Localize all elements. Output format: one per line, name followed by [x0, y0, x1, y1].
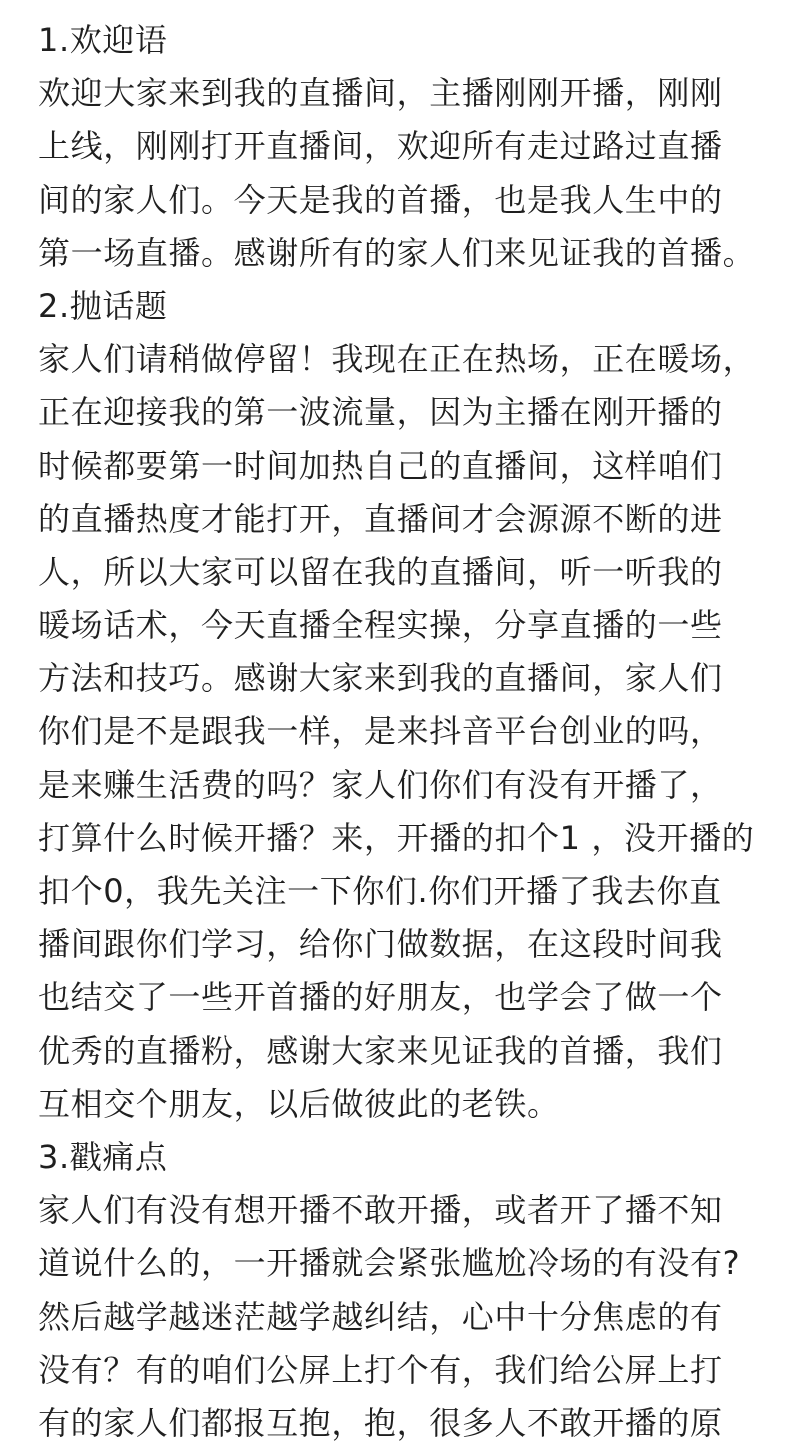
text-line: 上线，刚刚打开直播间，欢迎所有走过路过直播	[38, 127, 723, 166]
text-line: 扣个0，我先关注一下你们.你们开播了我去你直	[38, 872, 722, 910]
text-line: 播间跟你们学习，给你门做数据，在这段时间我	[38, 925, 723, 964]
text-line: 的直播热度才能打开，直播间才会源源不断的进	[38, 499, 723, 538]
text-line: 欢迎大家来到我的直播间，主播刚刚开播，刚刚	[38, 74, 723, 113]
text-line: 方法和技巧。感谢大家来到我的直播间，家人们	[38, 659, 723, 698]
text-line: 打算什么时候开播？来，开播的扣个1 ，没开播的	[38, 818, 755, 857]
section-heading: 2.抛话题	[38, 286, 168, 325]
section-heading: 3.戳痛点	[38, 1137, 168, 1176]
text-line: 优秀的直播粉，感谢大家来见证我的首播，我们	[38, 1031, 723, 1070]
text-line: 然后越学越迷茫越学越纠结，心中十分焦虑的有	[38, 1297, 723, 1336]
text-line: 家人们有没有想开播不敢开播，或者开了播不知	[38, 1191, 723, 1230]
text-line: 家人们请稍做停留！我现在正在热场，正在暖场，	[38, 340, 756, 379]
text-line: 也结交了一些开首播的好朋友，也学会了做一个	[38, 978, 723, 1017]
text-line: 是来赚生活费的吗？家人们你们有没有开播了，	[38, 765, 723, 804]
section-heading: 1.欢迎语	[38, 21, 168, 59]
document-body	[38, 14, 778, 1450]
text-line: 互相交个朋友，以后做彼此的老铁。	[38, 1084, 560, 1123]
text-line: 暖场话术，今天直播全程实操，分享直播的一些	[38, 606, 723, 645]
text-line: 第一场直播。感谢所有的家人们来见证我的首播。	[38, 233, 756, 272]
section-welcome	[38, 14, 778, 280]
text-line: 没有？有的咱们公屏上打个有，我们给公屏上打	[38, 1350, 723, 1389]
section-pain-points	[38, 1131, 778, 1450]
text-line: 正在迎接我的第一波流量，因为主播在刚开播的	[38, 393, 723, 432]
text-line: 有的家人们都报互抱，抱，很多人不敢开播的原	[38, 1403, 723, 1442]
text-line: 人，所以大家可以留在我的直播间，听一听我的	[38, 552, 723, 591]
text-line: 间的家人们。今天是我的首播，也是我人生中的	[38, 180, 723, 219]
section-topic	[38, 280, 778, 1131]
text-line: 你们是不是跟我一样，是来抖音平台创业的吗，	[38, 712, 723, 751]
text-line: 道说什么的，一开播就会紧张尴尬冷场的有没有?	[38, 1244, 741, 1283]
text-line: 时候都要第一时间加热自己的直播间，这样咱们	[38, 446, 723, 485]
